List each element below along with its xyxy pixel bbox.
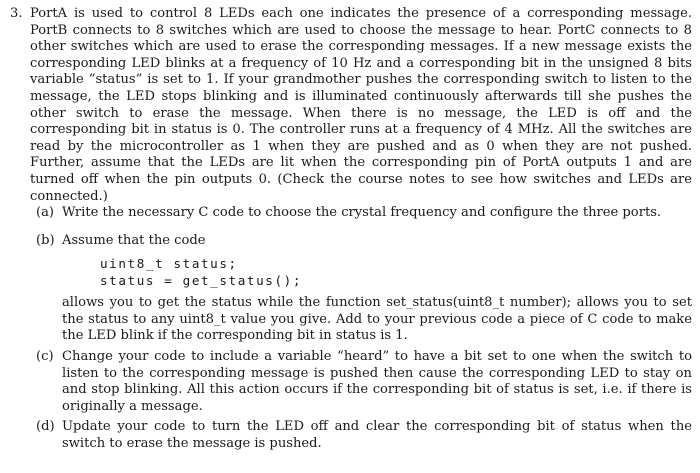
problem-statement: PortA is used to control 8 LEDs each one indicates the presence of a corresponding message. PortB connects to 8 switches which are used to choose the message to hear. PortC connects to 8 other switches which are used to erase the corresponding messages. If a new message exists the corresponding LED blinks at a frequency of 10 Hz and a corresponding bit in the unsigned 8 bits variable “status” is set to 1. If your grandmother pushes the corresponding switch to listen to the message, the LED stops blinking and is illuminated continuously afterwards till she pushes the other switch to erase the message. When there is no message, the LED is off and the corresponding bit in status is 0. The controller runs at a frequency of 4 MHz. All the switches are read by the microcontroller as 1 when they are pushed and as 0 when they are not pushed. Further, assume that the LEDs are lit when the corresponding pin of PortA outputs 1 and are turned off when the pin outputs 0. (Check the course notes to see how switches and LEDs are connected.)	[30, 6, 692, 204]
part-b-intro: Assume that the code	[62, 232, 206, 248]
part-a	[36, 205, 692, 222]
part-d	[36, 419, 692, 452]
part-c-text: Change your code to include a variable “heard” to have a bit set to one when the switch to listen to the corresponding message is pushed then cause the corresponding LED to stay on and stop blinking. All this action occurs if the corresponding bit of status is set, i.e. if there is originally a message.	[62, 348, 692, 414]
part-d-text: Update your code to turn the LED off and clear the corresponding bit of status when the switch to erase the message is pushed.	[62, 419, 692, 451]
code-block	[100, 255, 692, 289]
part-c-label: (c)	[36, 348, 54, 364]
problem-3	[10, 6, 692, 205]
part-b	[36, 232, 692, 345]
part-b-label: (b)	[36, 232, 55, 248]
problem-parts	[36, 205, 692, 453]
part-b-text: allows you to get the status while the function set_status(uint8_t number); allows you to set the status to any uint8_t value you give. Add to your previous code a piece of C code to make the LED blink if the corresponding bit in status is 1.	[62, 295, 692, 344]
problem-number: 3.	[10, 6, 23, 21]
part-a-text: Write the necessary C code to choose the crystal frequency and configure the three ports.	[62, 205, 662, 220]
part-a-label: (a)	[36, 205, 55, 220]
code-line-1: uint8_t status;	[100, 256, 238, 272]
part-c	[36, 348, 692, 415]
part-d-label: (d)	[36, 419, 55, 435]
code-line-2: status = get_status();	[100, 273, 303, 289]
